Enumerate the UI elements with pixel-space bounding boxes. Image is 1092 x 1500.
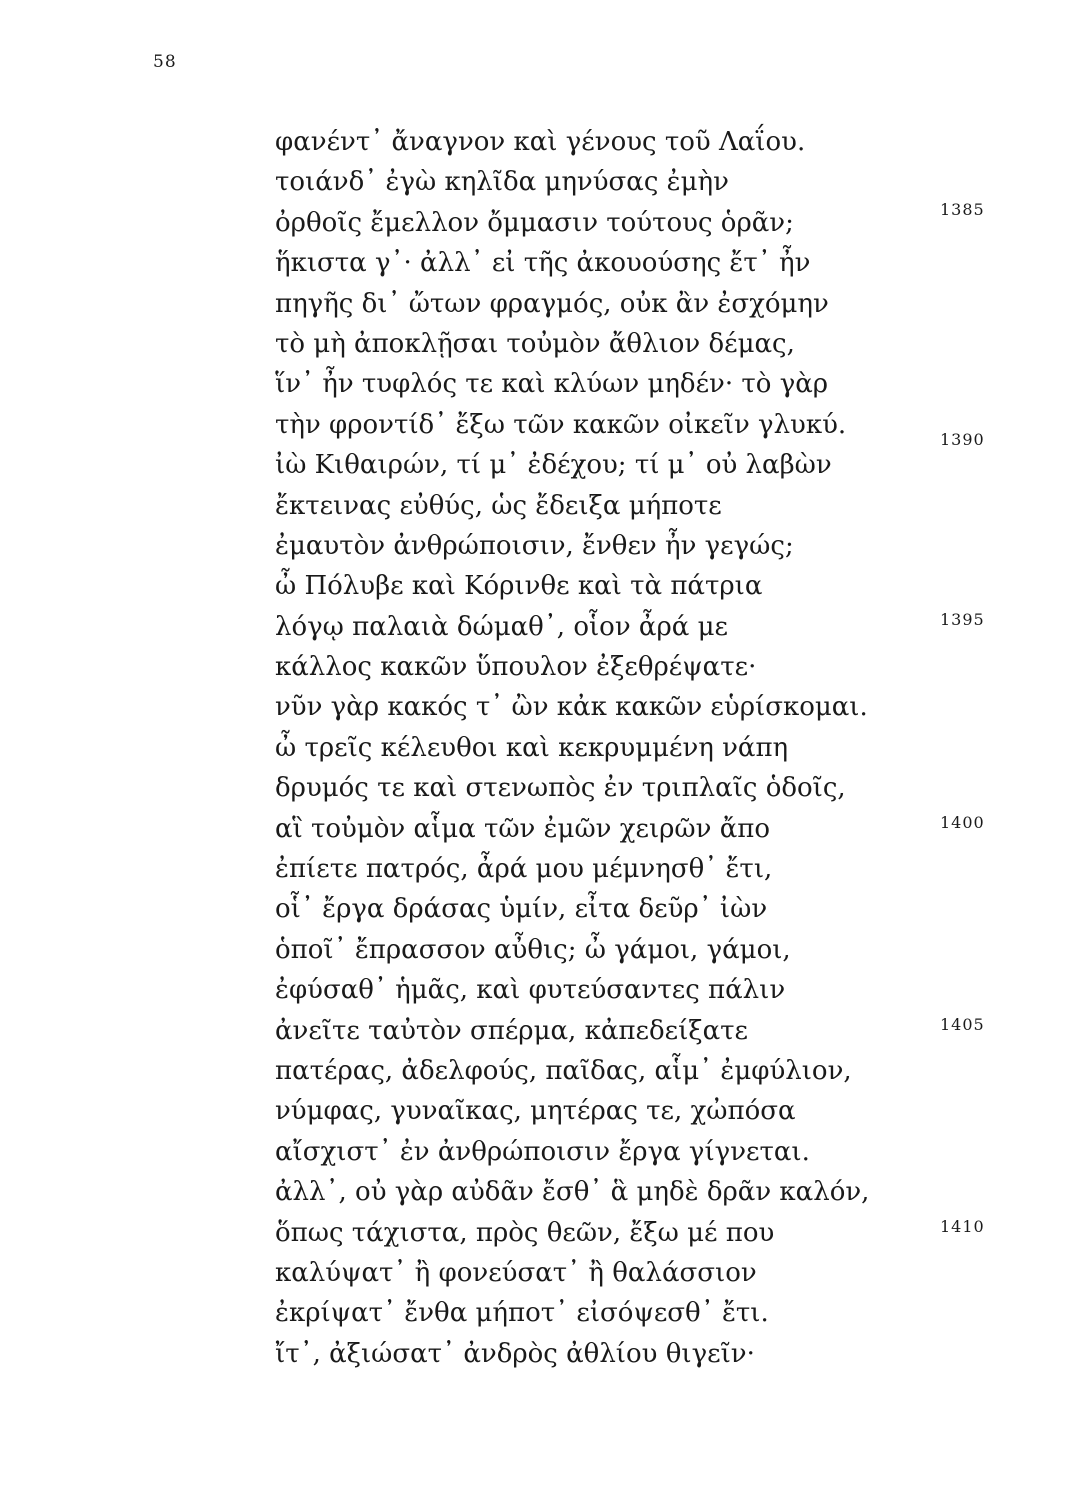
- verse-line: αἴσχιστ᾽ ἐν ἀνθρώποισιν ἔργα γίγνεται.: [275, 1136, 810, 1167]
- line-number: 1385: [940, 200, 985, 219]
- verse-line: ὅπως τάχιστα, πρὸς θεῶν, ἔξω μέ που: [275, 1217, 775, 1248]
- line-number: 1400: [940, 813, 985, 832]
- line-number: 1390: [940, 430, 985, 449]
- verse-line: ἀνεῖτε ταὐτὸν σπέρμα, κἀπεδείξατε: [275, 1015, 748, 1046]
- verse-line: πατέρας, ἀδελφούς, παῖδας, αἷμ᾽ ἐμφύλιον,: [275, 1055, 852, 1086]
- verse-line: τὴν φροντίδ᾽ ἔξω τῶν κακῶν οἰκεῖν γλυκύ.: [275, 409, 847, 440]
- verse-line: ὦ τρεῖς κέλευθοι καὶ κεκρυμμένη νάπη: [275, 732, 789, 763]
- verse-line: ἔκτεινας εὐθύς, ὡς ἔδειξα μήποτε: [275, 490, 722, 521]
- verse-line: αἳ τοὐμὸν αἷμα τῶν ἐμῶν χειρῶν ἄπο: [275, 813, 771, 844]
- verse-line: κάλλος κακῶν ὕπουλον ἐξεθρέψατε·: [275, 652, 757, 683]
- line-number: 1395: [940, 610, 985, 629]
- verse-line: νῦν γὰρ κακός τ᾽ ὢν κἀκ κακῶν εὑρίσκομαι.: [275, 692, 868, 723]
- verse-line: ἴτ᾽, ἀξιώσατ᾽ ἀνδρὸς ἀθλίου θιγεῖν·: [275, 1338, 755, 1369]
- line-number: 1410: [940, 1217, 985, 1236]
- verse-line: νύμφας, γυναῖκας, μητέρας τε, χὠπόσα: [275, 1096, 796, 1127]
- verse-line: τοιάνδ᾽ ἐγὼ κηλῖδα μηνύσας ἐμὴν: [275, 167, 729, 198]
- verse-line: ἀλλ᾽, οὐ γὰρ αὐδᾶν ἔσθ᾽ ἃ μηδὲ δρᾶν καλόν,: [275, 1177, 870, 1208]
- verse-line: ὀρθοῖς ἔμελλον ὄμμασιν τούτους ὁρᾶν;: [275, 207, 794, 238]
- page-number: 58: [153, 52, 177, 72]
- verse-line: ἰὼ Κιθαιρών, τί μ᾽ ἐδέχου; τί μ᾽ οὐ λαβὼν: [275, 450, 832, 481]
- line-number: 1405: [940, 1015, 985, 1034]
- verse-line: τὸ μὴ ἀποκλῇσαι τοὐμὸν ἄθλιον δέμας,: [275, 328, 795, 359]
- verse-line: ὦ Πόλυβε καὶ Κόρινθε καὶ τὰ πάτρια: [275, 571, 763, 602]
- verse-line: ἐμαυτὸν ἀνθρώποισιν, ἔνθεν ἦν γεγώς;: [275, 530, 794, 561]
- verse-block: [275, 122, 975, 1374]
- verse-line: ἐπίετε πατρός, ἆρά μου μέμνησθ᾽ ἔτι,: [275, 854, 773, 885]
- verse-line: ἐκρίψατ᾽ ἔνθα μήποτ᾽ εἰσόψεσθ᾽ ἔτι.: [275, 1298, 769, 1329]
- verse-line: καλύψατ᾽ ἢ φονεύσατ᾽ ἢ θαλάσσιον: [275, 1257, 757, 1288]
- verse-line: δρυμός τε καὶ στενωπὸς ἐν τριπλαῖς ὁδοῖς,: [275, 773, 846, 804]
- verse-line: οἷ᾽ ἔργα δράσας ὑμίν, εἶτα δεῦρ᾽ ἰὼν: [275, 894, 768, 925]
- verse-line: λόγῳ παλαιὰ δώμαθ᾽, οἷον ἆρά με: [275, 611, 728, 642]
- verse-line: ἐφύσαθ᾽ ἡμᾶς, καὶ φυτεύσαντες πάλιν: [275, 975, 786, 1006]
- verse-line: φανέντ᾽ ἄναγνον καὶ γένους τοῦ Λαΐου.: [275, 127, 806, 157]
- verse-line: πηγῆς δι᾽ ὤτων φραγμός, οὐκ ἂν ἐσχόμην: [275, 288, 829, 319]
- verse-line: ὁποῖ᾽ ἔπρασσον αὖθις; ὦ γάμοι, γάμοι,: [275, 934, 791, 965]
- verse-line: ἥκιστα γ᾽· ἀλλ᾽ εἰ τῆς ἀκουούσης ἔτ᾽ ἦν: [275, 248, 811, 279]
- verse-line: ἵν᾽ ἦν τυφλός τε καὶ κλύων μηδέν· τὸ γὰρ: [275, 369, 829, 400]
